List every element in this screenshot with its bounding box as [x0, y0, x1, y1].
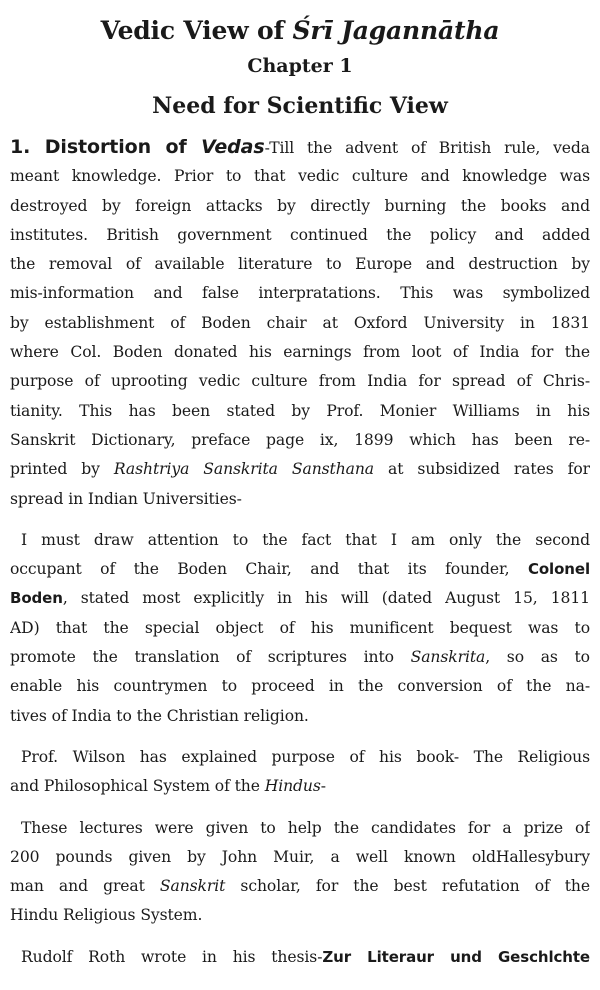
- book-title-prefix: Vedic View of: [100, 16, 293, 45]
- text-line: Rudolf Roth wrote in his thesis-Zur Literaur und Geschlchte: [21, 947, 590, 966]
- text-line: These lectures were given to help the candidates for a prize of: [21, 818, 590, 837]
- book-title-italic: Śrī Jagannātha: [292, 16, 500, 45]
- text-line: Sanskrit Dictionary, preface page ix, 1899 which has been re-: [10, 430, 590, 449]
- text-line: Prof. Wilson has explained purpose of his book- The Religious: [21, 747, 590, 766]
- text-line: spread in Indian Universities-: [10, 489, 242, 508]
- paragraph-2-quote: [10, 526, 590, 731]
- paragraph-4-quote: [10, 814, 590, 931]
- text-line: institutes. British government continued the policy and added: [10, 225, 590, 244]
- text-line: Boden, stated most explicitly in his will (dated August 15, 1811: [10, 589, 590, 608]
- text-line: man and great Sanskrit scholar, for the best refutation of the: [10, 877, 590, 896]
- text-line: occupant of the Boden Chair, and that its founder, Colonel: [10, 560, 590, 579]
- text-line: the removal of available literature to Europe and destruction by: [10, 255, 590, 274]
- text-line: AD) that the special object of his munificent bequest was to: [10, 618, 590, 637]
- text-line: mis-information and false interpratations. This was symbolized: [10, 284, 590, 303]
- chapter-label: Chapter 1: [247, 55, 353, 77]
- text-line: I must draw attention to the fact that I am only the second: [21, 530, 590, 549]
- paragraph-1: [10, 133, 590, 514]
- book-title: [10, 14, 590, 48]
- chapter-heading: Need for Scientific View: [152, 93, 448, 119]
- text-line: 200 pounds given by John Muir, a well known oldHallesybury: [10, 847, 590, 866]
- text-line: enable his countrymen to proceed in the conversion of the na-: [10, 677, 590, 696]
- text-line: printed by Rashtriya Sanskrita Sansthana at subsidized rates for: [10, 460, 590, 479]
- text-line: destroyed by foreign attacks by directly burning the books and: [10, 196, 590, 215]
- text-line: tives of India to the Christian religion.: [10, 706, 309, 725]
- text-line: where Col. Boden donated his earnings from loot of India for the: [10, 343, 590, 362]
- text-line: promote the translation of scriptures into Sanskrita, so as to: [10, 648, 590, 667]
- text-line: meant knowledge. Prior to that vedic culture and knowledge was: [10, 167, 590, 186]
- text-line: purpose of uprooting vedic culture from India for spread of Chris-: [10, 372, 590, 391]
- text-line: and Philosophical System of the Hindus-: [10, 777, 326, 796]
- text-line: tianity. This has been stated by Prof. Monier Williams in his: [10, 401, 590, 420]
- section-heading: 1. Distortion of Vedas: [10, 136, 265, 158]
- text-line: by establishment of Boden chair at Oxford University in 1831: [10, 313, 590, 332]
- paragraph-3: [10, 743, 590, 802]
- text-line: 1. Distortion of Vedas-Till the advent of British rule, veda: [10, 136, 590, 158]
- paragraph-5: [10, 943, 590, 972]
- text-line: Hindu Religious System.: [10, 906, 203, 925]
